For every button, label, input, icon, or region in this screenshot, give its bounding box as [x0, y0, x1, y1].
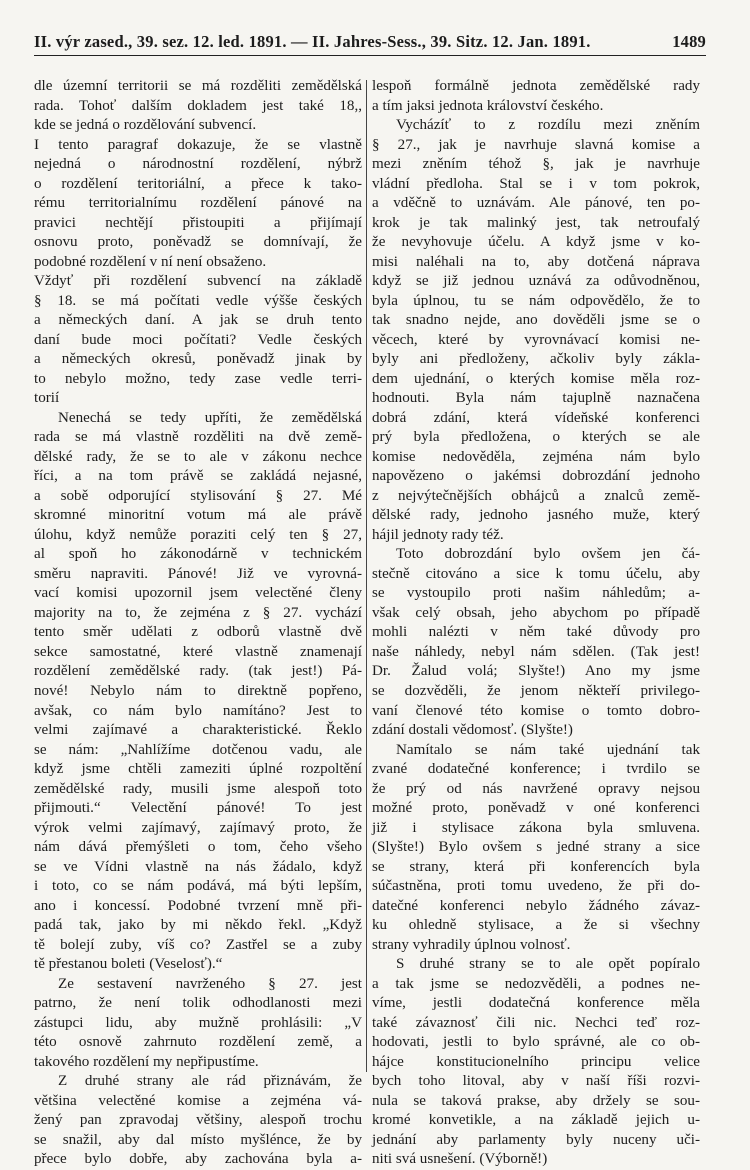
text-line: Vycházíť to z rozdílu mezi zněním: [396, 117, 700, 134]
text-line: padá tak, jako by mi někdo řekl. „Když: [34, 917, 362, 934]
text-line: § 18. se má počítati vedle výšše českých: [34, 292, 362, 309]
text-line: většina velectěné komise a zejména vá-: [34, 1092, 362, 1109]
text-line: dělské rady, jednoho jasného muže, který: [372, 507, 700, 524]
text-line: již i stylisace zákona byla smluvena.: [372, 819, 700, 836]
text-line: Vždyť při rozdělení subvencí na základě: [34, 273, 362, 290]
text-line: naše náhledy, nebyl nám sdělen. (Tak jest!: [372, 643, 700, 660]
text-line: že nevyhovuje účelu. A když jsme v ko-: [372, 234, 700, 251]
text-line: se snažil, aby dal místo myšlénce, že by: [34, 1131, 362, 1148]
text-line: Dr. Žalud volá; Slyšte!) Ano my jsme: [372, 663, 700, 680]
text-line: zemědělské rady, musili jsme alespoň toto: [34, 780, 362, 797]
text-line: pravici nechtějí přistoupiti a přijímají: [34, 214, 362, 231]
text-line: rada. Tohoť dalším dokladem jest také 18,,: [34, 97, 362, 114]
text-line: Ze sestavení navrženého § 27. jest: [58, 975, 362, 992]
text-line: jednání aby parlamenty byly nuceny uči-: [372, 1131, 700, 1148]
text-line: mezi zněním téhož §, jak je navrhuje: [372, 156, 700, 173]
text-line: skromné minoritní votum má ale právě: [34, 507, 362, 524]
text-line: přijmouti.“ Velectění pánové! To jest: [34, 800, 362, 817]
text-line: S druhé strany se to ale opět popíralo: [396, 956, 700, 973]
text-line: ano i koncessí. Podobné tvrzení mně při-: [34, 897, 362, 914]
text-line: strany vyhradily úplnou volnosť.: [372, 936, 571, 953]
text-line: dle územní territorii se má rozděliti zemědělská: [34, 78, 362, 94]
text-line: vládní předloha. Stal se i v tom pokrok,: [372, 175, 700, 192]
text-line: se strany, která při konferencích byla: [372, 858, 700, 875]
text-line: kromé konvetikle, a na základě jejich u-: [372, 1112, 700, 1129]
text-line: súčastněna, proti tomu uvedeno, že při do-: [372, 878, 700, 895]
text-line: se vystoupilo proti našim náhledům; a-: [372, 585, 700, 602]
text-line: tě bolejí zuby, víš co? Zastřel se a zuby: [34, 936, 362, 953]
text-line: dem ujednání, o kterých komise měla roz-: [372, 370, 700, 387]
text-line: když se již jednou uznává za odůvodněnou,: [372, 273, 700, 290]
text-line: rému territorialnímu rozdělení pánové na: [34, 195, 362, 212]
text-line: mohli nalézti v něm také důvody pro: [372, 624, 700, 641]
text-line: hodovati, jestli to bylo správné, ale co ob-: [372, 1034, 700, 1051]
text-line: to nebylo možno, tedy zase vedle terri-: [34, 370, 362, 387]
text-line: tento směr udělati z odborů vlastně dvě: [34, 624, 362, 641]
text-line: a německých okresů, poněvadž jinak by: [34, 351, 362, 368]
text-line: když jsme chtěli zameziti úplné rozpoltění: [34, 761, 362, 778]
text-line: bych toho litoval, aby v naší říši rozvi-: [372, 1073, 700, 1090]
text-line: niti svá usnešení. (Výborně!): [372, 1151, 548, 1168]
text-line: také závaznosť čili nic. Nechci teď roz-: [372, 1014, 700, 1031]
text-line: z nejvýtečnějších obhájců a znalců země-: [372, 487, 700, 504]
text-line: majority na to, že zejména z § 27. vychází: [34, 604, 362, 621]
text-line: zástupci lidu, aby mužně prohlásili: „V: [34, 1014, 362, 1031]
text-line: nula se taková prakse, aby držely se sou-: [372, 1092, 700, 1109]
text-line: a tím jaksi jednota království českého.: [372, 97, 604, 114]
text-line: misi naléhali na to, aby dotčená náprava: [372, 253, 700, 270]
text-line: rozdělení zemědělské rady. (tak jest!) Pá-: [34, 663, 362, 680]
text-line: ku ohledně stylisace, a že si všechny: [372, 917, 700, 934]
text-line: se dozvěděli, že jenom někteří privilego-: [372, 682, 700, 699]
text-line: a německých daní. A jak se druh tento: [34, 312, 362, 329]
text-line: výrok velmi zajímavý, zajímavý proto, že: [34, 819, 362, 836]
text-line: nám dává přemýšleti o tom, čeho všeho: [34, 839, 362, 856]
text-line: se ve Vídni vlastně na nás žádalo, když: [34, 858, 362, 875]
text-line: sekce samostatné, které vlastně znamenají: [34, 643, 362, 660]
text-line: patrno, že není tolik odhodlanosti mezi: [34, 995, 362, 1012]
text-line: vací komisi upozornil jsem velectěné členy: [34, 585, 362, 602]
text-line: hájil jednoty rady též.: [372, 526, 504, 543]
text-line: al spoň ho zákonodárně v technickém: [34, 546, 362, 563]
text-line: zdání dostali vědomosť. (Slyšte!): [372, 722, 573, 739]
text-line: rada se má vlastně rozděliti na dvě země-: [34, 429, 362, 446]
text-line: nejedná o národnostní rozdělení, nýbrž: [34, 156, 362, 173]
text-line: úlohu, když nemůže poraziti celý ten § 27,: [34, 526, 362, 543]
left-column: [34, 77, 362, 1170]
text-line: byla úplnou, tu se nám odpovědělo, že to: [372, 292, 700, 309]
text-line: avšak, co nám bylo namítáno? Jest to: [34, 702, 362, 719]
text-line: stečně citováno a sice k tomu účelu, aby: [372, 565, 700, 582]
text-line: dělské rady, že se to ale v zákonu nechce: [34, 448, 362, 465]
text-line: této osnově zahrnuto rozdělení země, a: [34, 1034, 362, 1051]
text-line: však celý obsah, jeho abychom po případě: [372, 604, 700, 621]
text-line: se nám: „Nahlížíme dotčenou vadu, ale: [34, 741, 362, 758]
page-number: 1489: [672, 32, 706, 51]
right-column: [372, 77, 700, 1170]
text-line: datečné konferenci nebylo žádného závaz-: [372, 897, 700, 914]
text-line: věcech, které by vyrovnávací komisi ne-: [372, 331, 700, 348]
text-line: přece bylo dobře, aby zachována byla a-: [34, 1151, 362, 1168]
text-line: možné proto, poněvadž v oné konferenci: [372, 800, 700, 817]
text-line: a sobě odporující stylisování § 27. Mé: [34, 487, 362, 504]
running-header: [34, 32, 706, 56]
text-line: velmi zajímavé a charakteristické. Řeklo: [34, 722, 362, 739]
text-line: že prý od nás navržené opravy nejsou: [372, 780, 700, 797]
text-line: podobné rozdělení v ní není obsaženo.: [34, 253, 267, 270]
text-line: Toto dobrozdání bylo ovšem jen čá-: [396, 546, 700, 563]
column-divider: [366, 80, 367, 1072]
text-line: Namítalo se nám také ujednání tak: [396, 741, 700, 758]
text-line: tě přestanou boleti (Veselosť).“: [34, 956, 223, 973]
text-line: prý byla předložena, o kterých se ale: [372, 429, 700, 446]
text-line: komise nedověděla, zejména nám bylo: [372, 448, 700, 465]
text-line: vaní členové této komise o tomto dobro-: [372, 702, 700, 719]
text-line: a tak jsme se nedozvěděli, a podnes ne-: [372, 975, 700, 992]
text-line: osnovu proto, poněvadž se domnívají, že: [34, 234, 362, 251]
text-line: krok je tak malinký jest, tak netroufalý: [372, 214, 700, 231]
text-line: žený pan zpravodaj většiny, alespoň trochu: [34, 1112, 362, 1129]
text-line: a vděčně to uznávám. Ale pánové, ten po-: [372, 195, 700, 212]
text-line: hájce konstitucionelního principu velice: [372, 1053, 700, 1070]
text-line: lespoň formálně jednota zemědělské rady: [372, 78, 700, 94]
text-line: Nenechá se tedy upříti, že zemědělská: [58, 409, 362, 426]
text-line: nové! Nebylo nám to direktně popřeno,: [34, 682, 362, 699]
text-line: říci, a na tom právě se zakládá nejasné,: [34, 468, 362, 485]
text-line: kde se jedná o rozdělování subvencí.: [34, 117, 257, 134]
text-line: tak snadno nejde, ano dověděli jsme se o: [372, 312, 700, 329]
text-line: směru napraviti. Pánové! Již ve vyrovná-: [34, 565, 362, 582]
text-line: (Slyšte!) Bylo ovšem s jedné strany a sice: [372, 839, 700, 856]
text-line: § 27., jak je navrhuje slavná komise a: [372, 136, 700, 153]
text-line: zvané dodatečné konference; i tvrdilo se: [372, 761, 700, 778]
text-line: víme, jestli dodatečná konference měla: [372, 995, 700, 1012]
text-line: napovězeno o jakémsi dobrozdání jednoho: [372, 468, 700, 485]
text-line: daní bude moci počítati? Vedle českých: [34, 331, 362, 348]
header-session-line: II. výr zased., 39. sez. 12. led. 1891. — II. Jahres-Sess., 39. Sitz. 12. Jan. 1891.: [34, 32, 591, 51]
text-line: byly ani předloženy, ačkoliv byly zákla-: [372, 351, 700, 368]
text-line: hodnouti. Byla nám tajuplně naznačena: [372, 390, 700, 407]
text-line: I tento paragraf dokazuje, že se vlastně: [34, 136, 362, 153]
text-line: Z druhé strany ale rád přiznávám, že: [58, 1073, 362, 1090]
text-line: i toto, co se nám podává, má býti lepším,: [34, 878, 362, 895]
text-line: takového rozdělení my nepřipustíme.: [34, 1053, 259, 1070]
text-line: torií: [34, 390, 60, 407]
text-line: dobrá zdání, která vídeňské konferenci: [372, 409, 700, 426]
text-line: o rozdělení teritoriální, a přece k tako-: [34, 175, 362, 192]
